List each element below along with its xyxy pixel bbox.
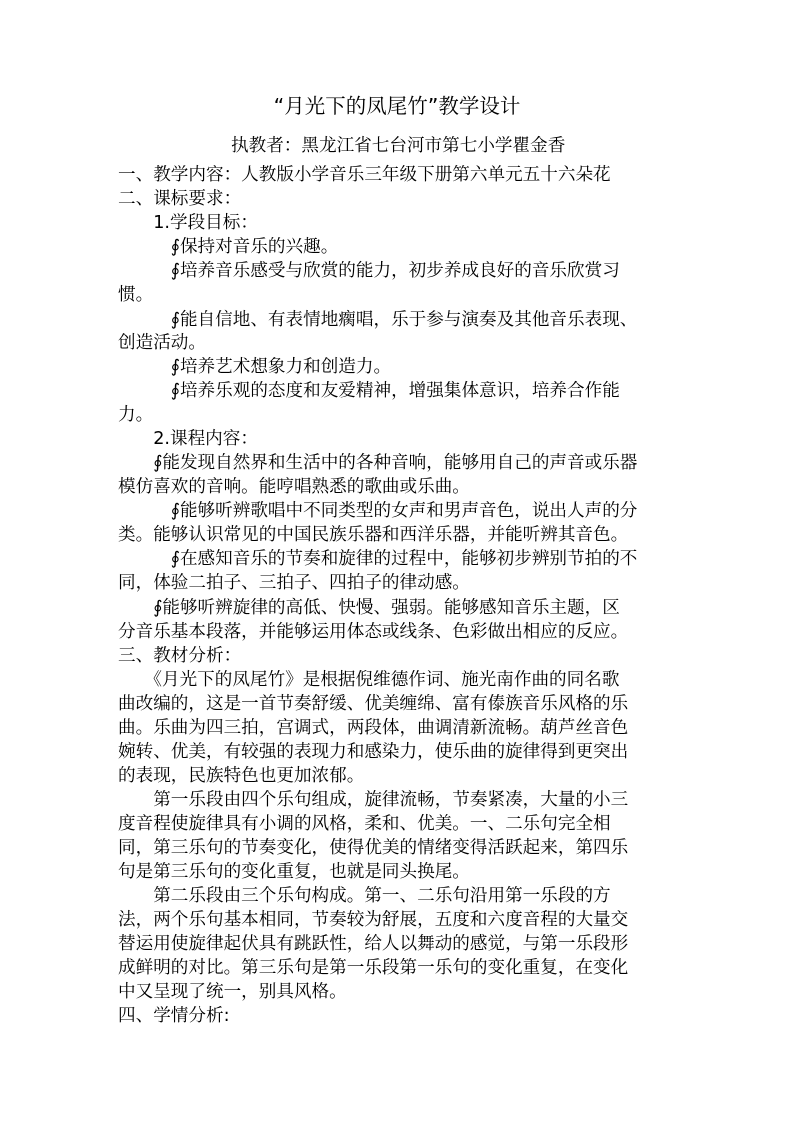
- text-line: 句是第三乐句的变化重复，也就是同头换尾。: [118, 862, 470, 882]
- text-line: ∮在感知音乐的节奏和旋律的过程中，能够初步辨别节拍的不: [118, 549, 638, 569]
- text-line: ∮能发现自然界和生活中的各种音响，能够用自己的声音或乐器: [118, 453, 638, 473]
- text-line: ∮能够听辨歌唱中不同类型的女声和男声音色，说出人声的分: [118, 501, 638, 521]
- text-line: ∮保持对音乐的兴趣。: [118, 237, 339, 257]
- text-line: 同，第三乐句的节奏变化，使得优美的情绪变得活跃起来，第四乐: [118, 838, 629, 858]
- text-line: ∮培养艺术想象力和创造力。: [118, 357, 392, 377]
- text-line: 类。能够认识常见的中国民族乐器和西洋乐器，并能听辨其音色。: [118, 525, 629, 545]
- text-line: 婉转、优美，有较强的表现力和感染力，使乐曲的旋律得到更突出: [118, 742, 629, 762]
- text-line: 法，两个乐句基本相同，节奏较为舒展，五度和六度音程的大量交: [118, 910, 629, 930]
- text-line: 惯。: [118, 285, 154, 305]
- text-line: ∮能自信地、有表情地瘸唱，乐于参与演奏及其他音乐表现、: [118, 310, 638, 330]
- text-line: 力。: [118, 405, 154, 425]
- text-line: 模仿喜欢的音响。能哼唱熟悉的歌曲或乐曲。: [118, 477, 470, 497]
- text-line: 三、教材分析：: [118, 646, 242, 666]
- text-line: ∮培养音乐感受与欣赏的能力，初步养成良好的音乐欣赏习: [118, 261, 620, 281]
- text-line: 《月光下的凤尾竹》是根据倪维德作词、施光南作曲的同名歌: [118, 670, 620, 690]
- text-line: ∮能够听辨旋律的高低、快慢、强弱。能够感知音乐主题，区: [118, 598, 620, 618]
- text-line: 的表现，民族特色也更加浓郁。: [118, 766, 365, 786]
- document-title: “月光下的凤尾竹”教学设计: [273, 94, 521, 118]
- text-line: 成鲜明的对比。第三乐句是第一乐段第一乐句的变化重复，在变化: [118, 958, 629, 978]
- text-line: ∮培养乐观的态度和友爱精神，增强集体意识，培养合作能: [118, 381, 620, 401]
- text-line: 二、课标要求：: [118, 189, 242, 209]
- text-line: 1.学段目标：: [118, 213, 258, 233]
- author-line: 执教者：黑龙江省七台河市第七小学瞿金香: [231, 136, 566, 156]
- text-line: 四、学情分析:: [118, 1006, 230, 1026]
- text-line: 创造活动。: [118, 333, 206, 353]
- text-line: 分音乐基本段落，并能够运用体态或线条、色彩做出相应的反应。: [118, 622, 629, 642]
- text-line: 中又呈现了统一，别具风格。: [118, 982, 347, 1002]
- text-line: 曲改编的，这是一首节奏舒缓、优美缠绵、富有傣族音乐风格的乐: [118, 694, 629, 714]
- text-line: 一、教学内容：人教版小学音乐三年级下册第六单元五十六朵花: [118, 165, 611, 185]
- text-line: 曲。乐曲为四三拍，宫调式，两段体，曲调清新流畅。葫芦丝音色: [118, 718, 629, 738]
- text-line: 第一乐段由四个乐句组成，旋律流畅，节奏紧凑，大量的小三: [118, 790, 629, 810]
- text-line: 2.课程内容：: [118, 429, 258, 449]
- text-line: 第二乐段由三个乐句构成。第一、二乐句沿用第一乐段的方: [118, 886, 611, 906]
- text-line: 替运用使旋律起伏具有跳跃性，给人以舞动的感觉，与第一乐段形: [118, 934, 629, 954]
- text-line: 度音程使旋律具有小调的风格，柔和、优美。一、二乐句完全相: [118, 814, 611, 834]
- text-line: 同，体验二拍子、三拍子、四拍子的律动感。: [118, 573, 470, 593]
